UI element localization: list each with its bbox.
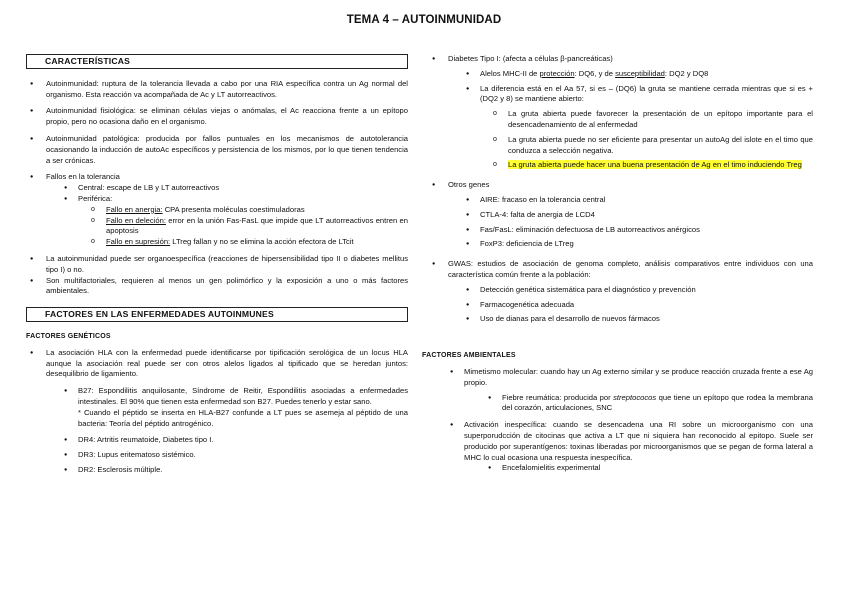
term-text: error en la unión Fas-FasL que impide que LT autorreactivos entren en apoptosis	[106, 215, 408, 236]
subheading-ambientales: FACTORES AMBIENTALES	[422, 352, 516, 360]
list-item	[26, 205, 408, 216]
list-item: ● Farmacogenética adecuada	[428, 300, 813, 311]
list-item: ● AIRE: fracaso en la tolerancia central	[428, 195, 813, 206]
list-item: ● Central: escape de LB y LT autorreactivos	[26, 183, 408, 194]
list-item: ● DR3: Lupus eritematoso sistémico.	[26, 450, 408, 461]
list-item: ● Detección genética sistemática para el diagnóstico y prevención	[428, 285, 813, 296]
text-span: susceptibilidad	[615, 68, 665, 78]
term-label: Fallo en supresión:	[106, 237, 171, 247]
list-item: ● La autoinmunidad puede ser organoespecífica (reacciones de hipersensibilidad tipo II o diabetes mellitus tipo I) o no.	[26, 254, 408, 276]
list-item	[428, 69, 813, 80]
text-span: protección	[539, 68, 575, 78]
left-column	[26, 54, 408, 476]
section-header-caracteristicas: CARACTERÍSTICAS	[26, 54, 408, 69]
list-item: ● Fallos en la tolerancia	[26, 172, 408, 183]
list-item: ● CTLA-4: falta de anergia de LCD4	[428, 210, 813, 221]
right-column	[422, 54, 813, 474]
note-text: * Cuando el péptido se inserta en HLA-B27 confunde a LT pues se asemeja al péptido de una bacteria: Teoría del péptido antrogénico.	[78, 407, 408, 428]
section-header-factores: FACTORES EN LAS ENFERMEDADES AUTOINMUNES	[26, 307, 408, 322]
highlighted-text: La gruta abierta puede hacer una buena presentación de Ag en el timo induciendo Treg	[508, 160, 802, 170]
list-item	[26, 216, 408, 238]
list-item: ● La diferencia está en el Aa 57, si es – (DQ6) la gruta se mantiene cerrada mientras que si es + (DQ2 y 8) se mantiene abierto:	[428, 84, 813, 106]
page-title: TEMA 4 – AUTOINMUNIDAD	[346, 14, 502, 26]
text-span: : DQ6, y de	[574, 68, 616, 78]
list-item: ● Autoinmunidad patológica: producida por fallos puntuales en los mecanismos de autotolerancia ocasionando la inducción de autoAc específicos y persistencia de los mismos, por lo que tienen tendencia a ser crónicas.	[26, 134, 408, 166]
list-item: ● DR2: Esclerosis múltiple.	[26, 465, 408, 476]
list-item: ● Autoinmunidad fisiológica: se eliminan células viejas o anómalas, el Ac reacciona frente a un epítopo propio, pero no ocasiona daño en el organismo.	[26, 106, 408, 128]
list-item: ● La asociación HLA con la enfermedad puede identificarse por tipificación serológica de un locus HLA aunque la asociación real puede ser con otros alelos ligados al tipificado que se heredan juntos: desequilibrio de ligamiento.	[26, 348, 408, 380]
text-span: que tiene un epítopo que rodea la membrana del corazón, articulaciones, SNC	[502, 392, 813, 413]
list-item: o La gruta abierta puede favorecer la presentación de un epítopo importante para el desencadenamiento de al enfermedad	[428, 109, 813, 131]
list-item	[428, 393, 813, 415]
list-item: ● Diabetes Tipo I: (afecta a células β-pancreáticas)	[428, 54, 813, 65]
list-item: ● Uso de dianas para el desarrollo de nuevos fármacos	[428, 314, 813, 325]
term-label: Fallo en deleción:	[106, 215, 166, 225]
list-item	[26, 237, 408, 248]
list-item: ● Autoinmunidad: ruptura de la tolerancia llevada a cabo por una RIA específica contra un Ag normal del organismo. Esta reacción va acompañada de Ac y LT autorreactivos.	[26, 79, 408, 101]
list-item: ● Fas/FasL: eliminación defectuosa de LB autorreactivos anérgicos	[428, 225, 813, 236]
list-item: ● Encefalomielitis experimental	[428, 463, 813, 474]
list-item: ● Mimetismo molecular: cuando hay un Ag externo similar y se produce reacción cruzada frente a ese Ag propio.	[428, 367, 813, 389]
list-item	[428, 160, 813, 171]
subheading-geneticos: FACTORES GENÉTICOS	[26, 332, 111, 340]
text-span: streptococos	[613, 392, 657, 402]
text-span: Fiebre reumática: producida por	[502, 392, 614, 402]
list-item: ● GWAS: estudios de asociación de genoma completo, análisis comparativos entre individuos con una característica común frente a la población:	[428, 259, 813, 281]
term-text: LTreg fallan y no se elimina la acción efectora de LTcit	[170, 237, 354, 247]
list-item: ● FoxP3: deficiencia de LTreg	[428, 239, 813, 250]
list-item: ● Activación inespecífica: cuando se desencadena una RI sobre un microorganismo con una superporudcción de citocinas que activa a LT que ni siquiera han reconocido al epitopo. Suele ser producido por superantígenos: toxinas liberadas por microorganismos que se pegan de forma lateral a MHC lo cual ocasiona una respuesta inespecífica.	[428, 420, 813, 463]
text-span: : DQ2 y DQ8	[664, 68, 709, 78]
list-item: ● DR4: Artritis reumatoide, Diabetes tipo I.	[26, 435, 408, 446]
term-text: CPA presenta moléculas coestimuladoras	[162, 204, 305, 214]
list-item: ● Periférica:	[26, 194, 408, 205]
text-span: Alelos MHC-II de	[480, 68, 540, 78]
term-label: Fallo en anergia:	[106, 204, 163, 214]
list-item: ● B27: Espondilitis anquilosante, Síndrome de Reitir, Espondilitis asociadas a enfermedades intestinales. El 90% que tienen esta enfermedad son B27. Puedes tenerlo y estar sano.	[26, 386, 408, 408]
list-item: o La gruta abierta puede no ser eficiente para presentar un autoAg del islote en el timo que conduzca a selección negativa.	[428, 135, 813, 157]
list-item: ● Otros genes	[428, 180, 813, 191]
list-item: ● Son multifactoriales, requieren al menos un gen polimórfico y la exposición a uno o más factores ambientales.	[26, 276, 408, 298]
